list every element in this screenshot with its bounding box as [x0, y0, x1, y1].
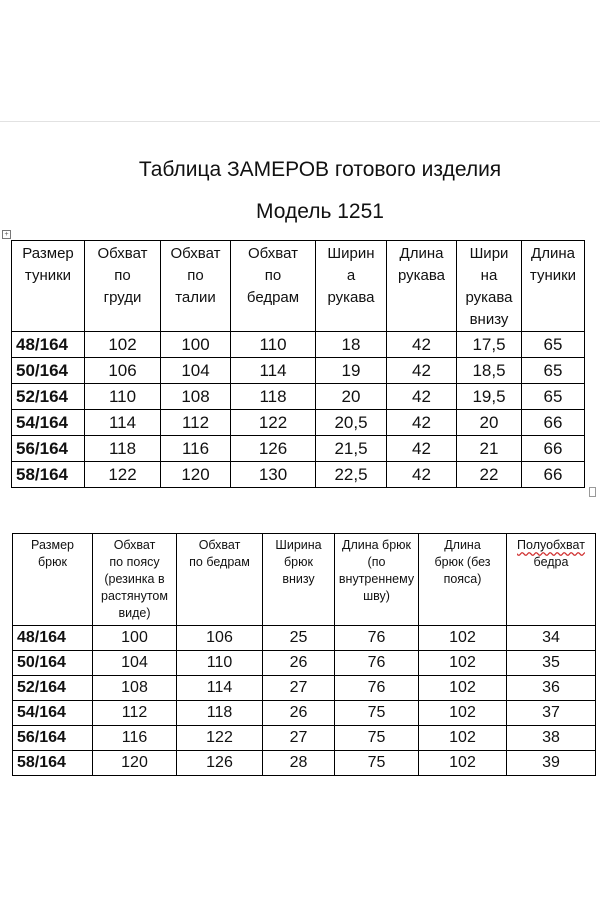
tunic-measurements-table [11, 240, 585, 488]
column-header-line: растянутом [101, 589, 168, 603]
table-cell: 42 [387, 332, 457, 358]
column-header-line: бедрам [246, 289, 300, 306]
table-cell: 66 [522, 410, 585, 436]
column-header-line: Длина брюк [341, 538, 412, 552]
table-cell: 34 [507, 626, 596, 651]
row-size-label: 56/164 [13, 726, 93, 751]
column-header-line: внизу [469, 311, 509, 328]
table-row [12, 384, 585, 410]
table-cell: 66 [522, 462, 585, 488]
column-header [93, 534, 177, 626]
column-header-line: брюк [38, 555, 67, 569]
column-header [85, 241, 161, 332]
column-header-line: рукава [397, 267, 446, 284]
column-header-line: Шири [469, 245, 509, 262]
table-row [13, 701, 596, 726]
table-cell: 102 [419, 751, 507, 776]
table-cell: 27 [263, 726, 335, 751]
table-cell: 20,5 [316, 410, 387, 436]
table-cell: 102 [85, 332, 161, 358]
table-cell: 42 [387, 410, 457, 436]
table-cell: 118 [85, 436, 161, 462]
table-cell: 42 [387, 384, 457, 410]
table-cell: 17,5 [457, 332, 522, 358]
table-cell: 75 [335, 701, 419, 726]
row-size-label: 48/164 [12, 332, 85, 358]
row-size-label: 52/164 [12, 384, 85, 410]
table-row [13, 726, 596, 751]
column-header-line: Обхват [248, 245, 298, 262]
row-size-label: 50/164 [13, 651, 93, 676]
table-cell: 122 [177, 726, 263, 751]
column-header-line: талии [175, 289, 216, 306]
table-cell: 76 [335, 676, 419, 701]
column-header-line: бедра [533, 555, 569, 569]
table-cell: 102 [419, 626, 507, 651]
table-cell: 26 [263, 701, 335, 726]
table-cell: 112 [93, 701, 177, 726]
model-title: Модель 1251 [256, 200, 384, 223]
column-header-line: туники [529, 267, 577, 284]
table-cell: 114 [231, 358, 316, 384]
column-header-line: Обхват [198, 538, 241, 552]
column-header [507, 534, 596, 626]
column-header-line: Длина [444, 538, 481, 552]
table-cell: 100 [93, 626, 177, 651]
row-size-label: 58/164 [13, 751, 93, 776]
column-header [13, 534, 93, 626]
table-cell: 21,5 [316, 436, 387, 462]
table-cell: 104 [161, 358, 231, 384]
column-header-line: шву) [363, 589, 390, 603]
table-cell: 118 [177, 701, 263, 726]
column-header-line: а [346, 267, 356, 284]
table-cell: 126 [231, 436, 316, 462]
table-cell: 106 [85, 358, 161, 384]
column-header-line: внизу [282, 572, 315, 586]
table-cell: 35 [507, 651, 596, 676]
column-header-line: Обхват [97, 245, 148, 262]
table-cell: 36 [507, 676, 596, 701]
column-header [231, 241, 316, 332]
table-move-handle-icon[interactable]: + [2, 230, 11, 239]
column-header-line: пояса) [443, 572, 482, 586]
column-header-line: груди [103, 289, 142, 306]
pants-measurements-table [12, 533, 596, 776]
table-cell: 42 [387, 436, 457, 462]
table-cell: 120 [93, 751, 177, 776]
table-row [13, 626, 596, 651]
column-header-line: брюк (без [434, 555, 491, 569]
column-header-line: на [480, 267, 498, 284]
table-cell: 20 [457, 410, 522, 436]
table-cell: 19 [316, 358, 387, 384]
table-cell: 120 [161, 462, 231, 488]
table-cell: 18,5 [457, 358, 522, 384]
table-cell: 118 [231, 384, 316, 410]
row-size-label: 52/164 [13, 676, 93, 701]
table-cell: 37 [507, 701, 596, 726]
table-cell: 112 [161, 410, 231, 436]
table-cell: 130 [231, 462, 316, 488]
table-row [12, 358, 585, 384]
table-cell: 76 [335, 651, 419, 676]
table-cell: 21 [457, 436, 522, 462]
table-cell: 76 [335, 626, 419, 651]
column-header [335, 534, 419, 626]
table-cell: 102 [419, 726, 507, 751]
table-cell: 108 [93, 676, 177, 701]
column-header [419, 534, 507, 626]
table-cell: 39 [507, 751, 596, 776]
column-header-line: виде) [118, 606, 151, 620]
table-header-row [12, 241, 585, 332]
table-cell: 102 [419, 651, 507, 676]
table-cell: 20 [316, 384, 387, 410]
row-size-label: 48/164 [13, 626, 93, 651]
column-header [457, 241, 522, 332]
table-cell: 108 [161, 384, 231, 410]
table-row [12, 332, 585, 358]
table-header-row [13, 534, 596, 626]
column-header [161, 241, 231, 332]
column-header-line: Размер [31, 538, 74, 552]
table-cell: 75 [335, 726, 419, 751]
table-cell: 116 [161, 436, 231, 462]
column-header-line: по [114, 267, 131, 284]
page-top-rule [0, 121, 600, 122]
table-cell: 114 [85, 410, 161, 436]
column-header-line: Длина [531, 245, 575, 262]
table-cell: 102 [419, 676, 507, 701]
table-cell: 114 [177, 676, 263, 701]
table-cell: 110 [85, 384, 161, 410]
table-cell: 122 [231, 410, 316, 436]
table-cell: 42 [387, 358, 457, 384]
column-header-line: Полуобхват [517, 538, 585, 552]
row-size-label: 54/164 [12, 410, 85, 436]
column-header-line: по [187, 267, 204, 284]
row-size-label: 56/164 [12, 436, 85, 462]
column-header-line: внутреннему [338, 572, 415, 586]
column-header-line: Обхват [170, 245, 221, 262]
table-cell: 28 [263, 751, 335, 776]
table-cell: 65 [522, 358, 585, 384]
column-header-line: Ширина [275, 538, 322, 552]
table-cell: 106 [177, 626, 263, 651]
table-cell: 27 [263, 676, 335, 701]
column-header-line: рукава [465, 289, 513, 306]
document-title: Таблица ЗАМЕРОВ готового изделия [138, 158, 502, 181]
column-header-line: рукава [327, 289, 375, 306]
column-header-line: по бедрам [189, 555, 250, 569]
table-cell: 122 [85, 462, 161, 488]
table-cell: 65 [522, 384, 585, 410]
row-size-label: 58/164 [12, 462, 85, 488]
column-header-line: туники [24, 267, 72, 284]
table-cell: 38 [507, 726, 596, 751]
column-header [387, 241, 457, 332]
table-cell: 116 [93, 726, 177, 751]
column-header [12, 241, 85, 332]
column-header-line: брюк [284, 555, 313, 569]
table-cell: 66 [522, 436, 585, 462]
column-header [316, 241, 387, 332]
column-header [522, 241, 585, 332]
column-header-line: (по [367, 555, 386, 569]
table-row [12, 462, 585, 488]
column-header-line: Ширин [327, 245, 375, 262]
table-cell: 110 [177, 651, 263, 676]
column-header-line: Длина [399, 245, 444, 262]
table-cell: 22 [457, 462, 522, 488]
column-header [263, 534, 335, 626]
table-cell: 126 [177, 751, 263, 776]
table-cell: 110 [231, 332, 316, 358]
table-row [13, 751, 596, 776]
table-cell: 22,5 [316, 462, 387, 488]
table-cell: 42 [387, 462, 457, 488]
table-cell: 102 [419, 701, 507, 726]
column-header-line: Размер [22, 245, 74, 262]
table-cell: 100 [161, 332, 231, 358]
row-size-label: 50/164 [12, 358, 85, 384]
table-cell: 25 [263, 626, 335, 651]
table-row [13, 676, 596, 701]
row-size-label: 54/164 [13, 701, 93, 726]
table-cell: 75 [335, 751, 419, 776]
column-header-line: по поясу [109, 555, 160, 569]
table-row [13, 651, 596, 676]
column-header [177, 534, 263, 626]
table-cell: 19,5 [457, 384, 522, 410]
table-row [12, 410, 585, 436]
table-cell: 18 [316, 332, 387, 358]
table-row [12, 436, 585, 462]
column-header-line: Обхват [113, 538, 156, 552]
column-header-line: (резинка в [104, 572, 165, 586]
table-resize-handle-icon[interactable] [589, 487, 596, 497]
table-cell: 26 [263, 651, 335, 676]
table-cell: 65 [522, 332, 585, 358]
table-cell: 104 [93, 651, 177, 676]
column-header-line: по [264, 267, 282, 284]
